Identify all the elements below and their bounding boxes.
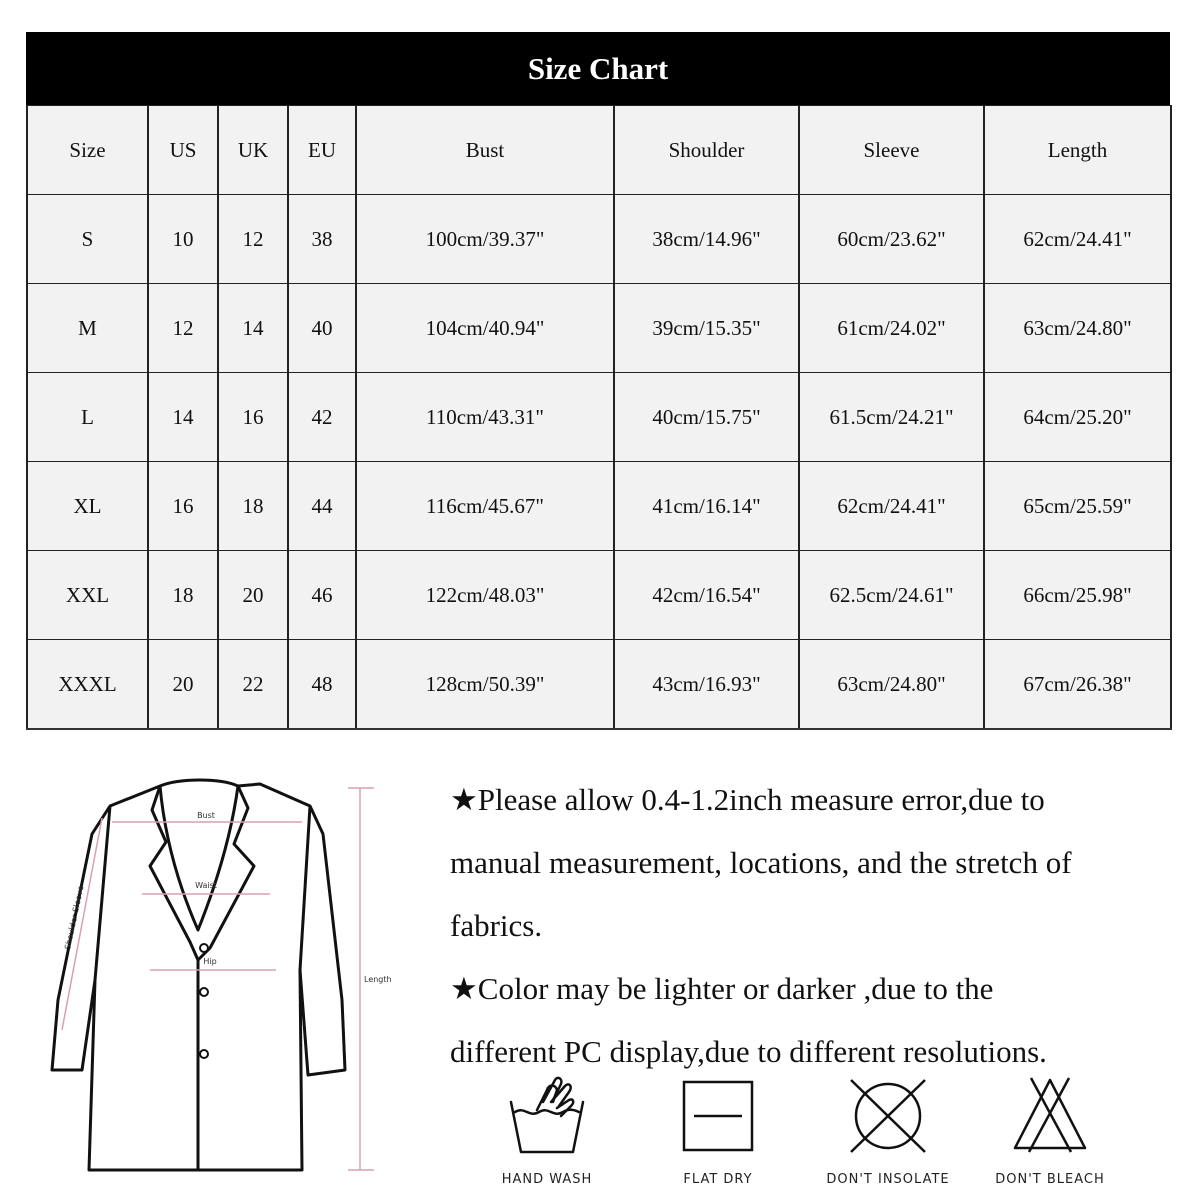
header-length: Length <box>984 106 1171 195</box>
cell-us: 20 <box>148 640 218 730</box>
cell-size: XL <box>27 462 148 551</box>
shoulder-sleeve-label: Shoulder Sleeve <box>63 884 86 951</box>
cell-length: 67cm/26.38" <box>984 640 1171 730</box>
chart-title: Size Chart <box>26 32 1170 105</box>
cell-length: 66cm/25.98" <box>984 551 1171 640</box>
header-us: US <box>148 106 218 195</box>
header-size: Size <box>27 106 148 195</box>
coat-button-icon <box>200 1050 208 1058</box>
coat-measurement-diagram <box>40 770 420 1190</box>
cell-size: XXL <box>27 551 148 640</box>
cell-bust: 128cm/50.39" <box>356 640 614 730</box>
cell-size: M <box>27 284 148 373</box>
table-row <box>27 640 1171 730</box>
cell-us: 14 <box>148 373 218 462</box>
cell-shoulder: 41cm/16.14" <box>614 462 799 551</box>
cell-sleeve: 62.5cm/24.61" <box>799 551 984 640</box>
cell-bust: 104cm/40.94" <box>356 284 614 373</box>
coat-button-icon <box>200 944 208 952</box>
flat-dry-label: FLAT DRY <box>683 1172 753 1187</box>
cell-size: XXXL <box>27 640 148 730</box>
dont-bleach-icon <box>1005 1072 1095 1162</box>
table-row <box>27 284 1171 373</box>
cell-eu: 40 <box>288 284 356 373</box>
cell-shoulder: 42cm/16.54" <box>614 551 799 640</box>
header-bust: Bust <box>356 106 614 195</box>
care-dont-insolate <box>813 1072 963 1187</box>
header-sleeve: Sleeve <box>799 106 984 195</box>
cell-us: 18 <box>148 551 218 640</box>
header-shoulder: Shoulder <box>614 106 799 195</box>
cell-uk: 16 <box>218 373 288 462</box>
cell-eu: 42 <box>288 373 356 462</box>
cell-shoulder: 38cm/14.96" <box>614 195 799 284</box>
cell-bust: 110cm/43.31" <box>356 373 614 462</box>
waist-label: Waist <box>195 881 217 890</box>
cell-uk: 14 <box>218 284 288 373</box>
coat-button-icon <box>200 988 208 996</box>
cell-length: 62cm/24.41" <box>984 195 1171 284</box>
cell-size: L <box>27 373 148 462</box>
cell-us: 12 <box>148 284 218 373</box>
hip-label: Hip <box>203 957 217 966</box>
cell-shoulder: 43cm/16.93" <box>614 640 799 730</box>
cell-uk: 20 <box>218 551 288 640</box>
cell-uk: 22 <box>218 640 288 730</box>
size-table <box>26 105 1172 730</box>
length-label: Length <box>364 975 392 984</box>
cell-length: 65cm/25.59" <box>984 462 1171 551</box>
note-line: manual measurement, locations, and the stretch of <box>450 845 1072 880</box>
cell-sleeve: 63cm/24.80" <box>799 640 984 730</box>
cell-us: 10 <box>148 195 218 284</box>
cell-uk: 12 <box>218 195 288 284</box>
cell-length: 63cm/24.80" <box>984 284 1171 373</box>
measurement-notes <box>450 768 1190 1083</box>
size-chart <box>26 32 1170 730</box>
table-row <box>27 462 1171 551</box>
hand-wash-icon <box>507 1072 587 1162</box>
note-line: ★Color may be lighter or darker ,due to the <box>450 971 994 1006</box>
table-row <box>27 373 1171 462</box>
care-flat-dry <box>643 1072 793 1187</box>
table-row <box>27 551 1171 640</box>
cell-shoulder: 40cm/15.75" <box>614 373 799 462</box>
cell-us: 16 <box>148 462 218 551</box>
note-line: fabrics. <box>450 908 543 943</box>
table-row <box>27 195 1171 284</box>
cell-shoulder: 39cm/15.35" <box>614 284 799 373</box>
cell-sleeve: 61cm/24.02" <box>799 284 984 373</box>
dont-bleach-label: DON'T BLEACH <box>995 1172 1105 1187</box>
bust-label: Bust <box>197 811 215 820</box>
dont-insolate-icon <box>843 1072 933 1162</box>
coat-outline-icon <box>52 780 345 1170</box>
cell-eu: 46 <box>288 551 356 640</box>
flat-dry-icon <box>678 1072 758 1162</box>
cell-length: 64cm/25.20" <box>984 373 1171 462</box>
cell-sleeve: 62cm/24.41" <box>799 462 984 551</box>
cell-eu: 44 <box>288 462 356 551</box>
care-hand-wash <box>472 1072 622 1187</box>
measurement-lines-icon <box>62 788 374 1170</box>
cell-sleeve: 61.5cm/24.21" <box>799 373 984 462</box>
table-header-row <box>27 106 1171 195</box>
care-dont-bleach <box>975 1072 1125 1187</box>
dont-insolate-label: DON'T INSOLATE <box>826 1172 950 1187</box>
cell-bust: 116cm/45.67" <box>356 462 614 551</box>
note-line: ★Please allow 0.4-1.2inch measure error,due to <box>450 782 1045 817</box>
note-line: different PC display,due to different resolutions. <box>450 1034 1047 1069</box>
cell-uk: 18 <box>218 462 288 551</box>
cell-eu: 48 <box>288 640 356 730</box>
cell-eu: 38 <box>288 195 356 284</box>
cell-sleeve: 60cm/23.62" <box>799 195 984 284</box>
header-uk: UK <box>218 106 288 195</box>
cell-bust: 100cm/39.37" <box>356 195 614 284</box>
hand-wash-label: HAND WASH <box>501 1172 593 1187</box>
cell-size: S <box>27 195 148 284</box>
cell-bust: 122cm/48.03" <box>356 551 614 640</box>
header-eu: EU <box>288 106 356 195</box>
